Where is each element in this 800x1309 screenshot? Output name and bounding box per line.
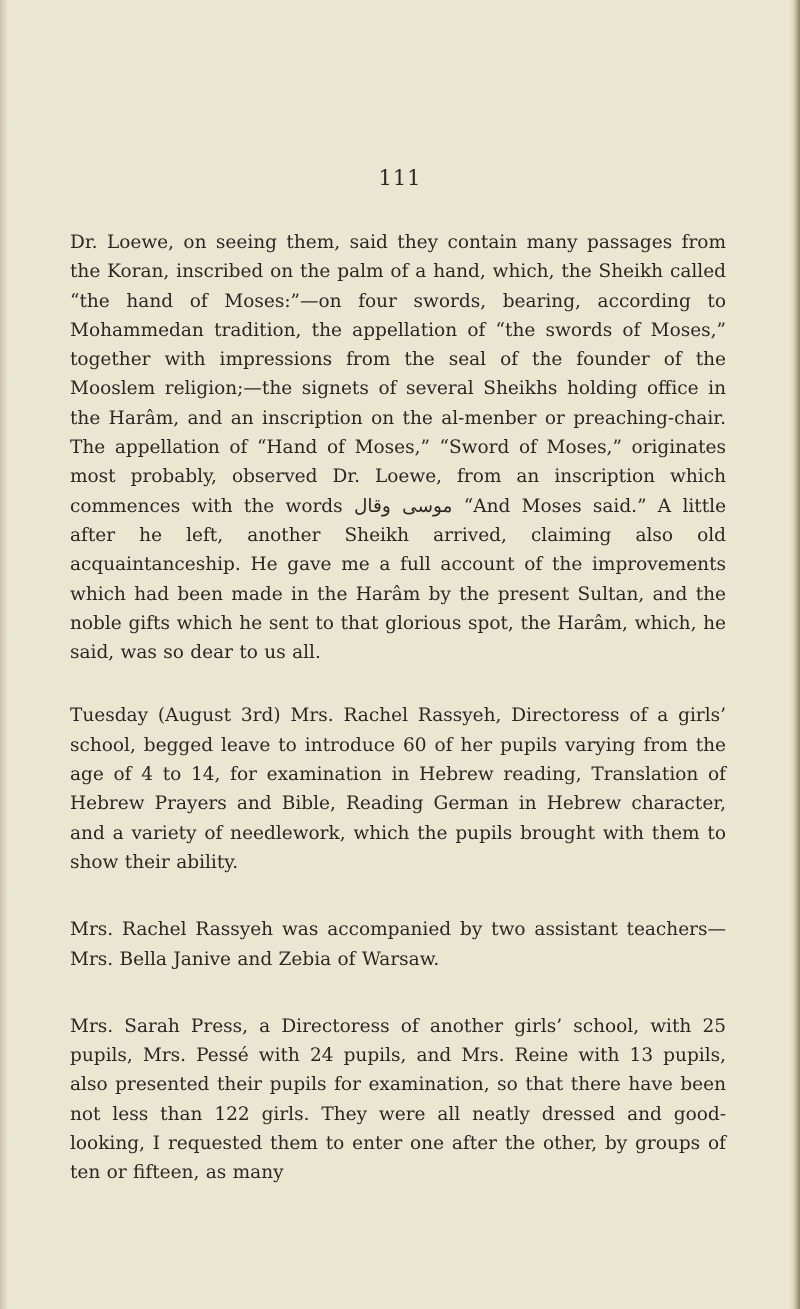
page-right-edge bbox=[790, 0, 800, 1309]
body-text bbox=[70, 228, 726, 1226]
paragraph-rassyeh-school: Tuesday (August 3rd) Mrs. Rachel Rassyeh, Directoress of a girls’ school, begged leave to introduce 60 of her pupils varying from the age of 4 to 14, for examination in Hebrew reading, Translation of Hebrew Prayers and Bible, Reading German in Hebrew character, and a variety of needlework, which the pupils brought with them to show their ability. bbox=[70, 705, 726, 873]
paragraph-assistant-teachers: Mrs. Rachel Rassyeh was accompanied by two assistant teachers—Mrs. Bella Janive and Zebia of Warsaw. bbox=[70, 919, 726, 970]
paragraph-loewe-inscriptions: Dr. Loewe, on seeing them, said they contain many passages from the Koran, inscribed on the palm of a hand, which, the Sheikh called “the hand of Moses:”—on four swords, bearing, according to Mohammedan tradition, the appellation of “the swords of Moses,” together with impressions from the seal of the founder of the Mooslem religion;—the signets of several Sheikhs holding office in the Harâm, and an inscription on the al-menber or preaching-chair. The appellation of “Hand of Moses,” “Sword of Moses,” originates most probably, observed Dr. Loewe, from an inscription which commences with the words موسى وقال “And Moses said.” A little after he left, another Sheikh arrived, claiming also old acquaintanceship. He gave me a full account of the improvements which had been made in the Harâm by the present Sultan, and the noble gifts which he sent to that glorious spot, the Harâm, which, he said, was so dear to us all. bbox=[70, 232, 727, 664]
paragraph-other-schools: Mrs. Sarah Press, a Directoress of another girls’ school, with 25 pupils, Mrs. Pessé with 24 pupils, and Mrs. Reine with 13 pupils, also presented their pupils for examination, so that there have been not less than 122 girls. They were all neatly dressed and good-looking, I requested them to enter one after the other, by groups of ten or fifteen, as many bbox=[70, 1015, 726, 1184]
page-left-edge bbox=[0, 0, 8, 1309]
page-number: 111 bbox=[378, 166, 422, 190]
